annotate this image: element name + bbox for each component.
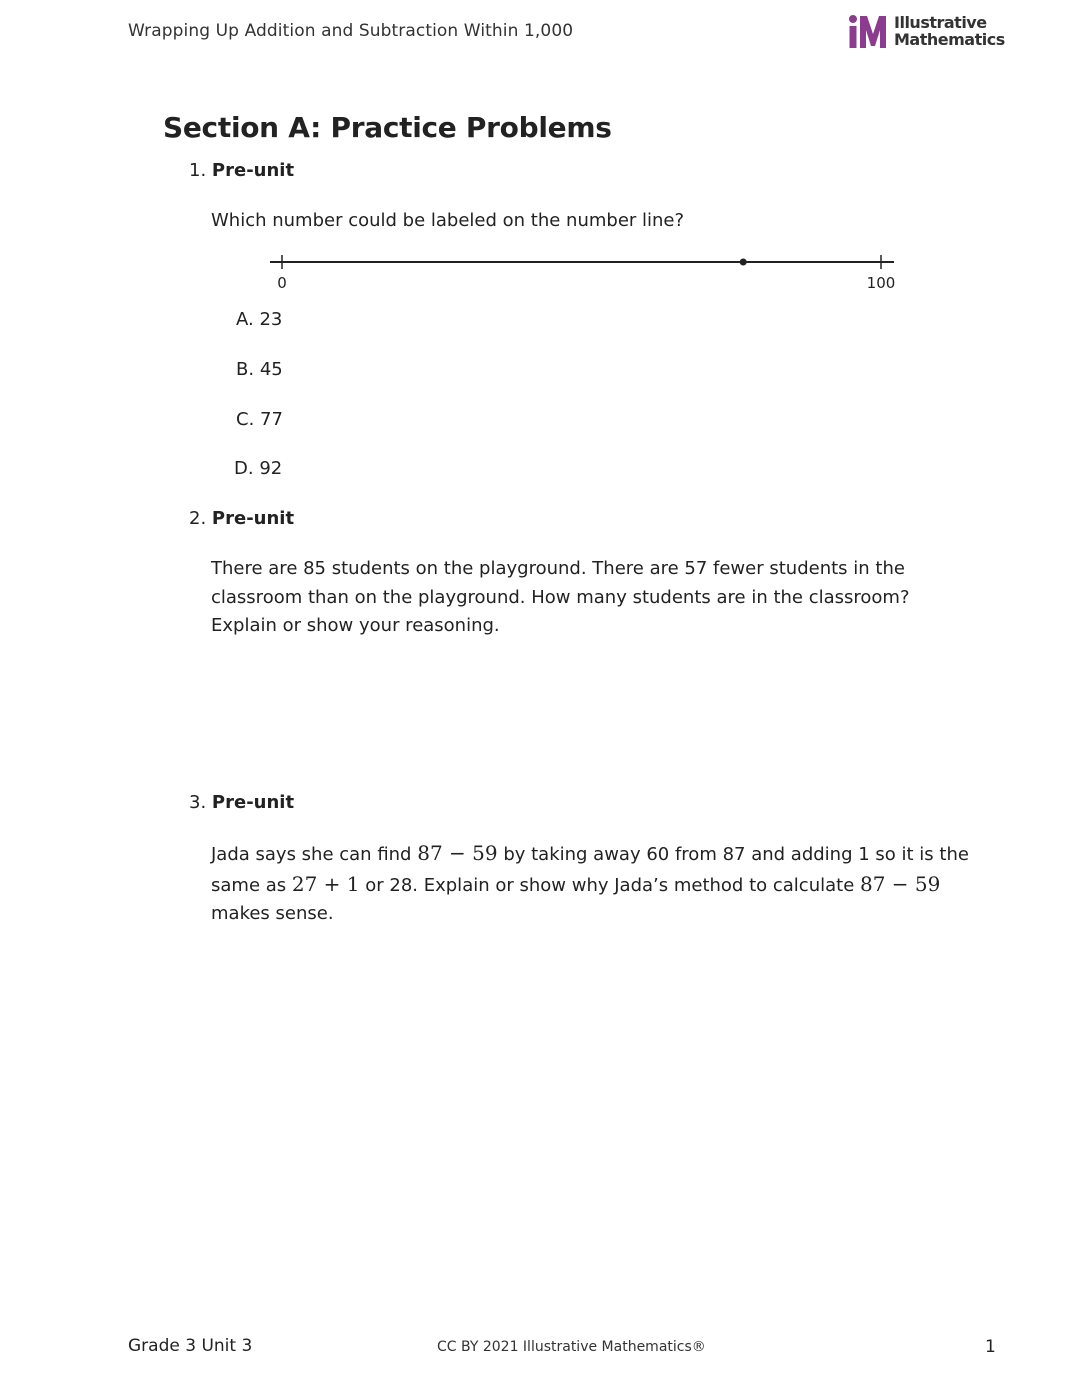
problem-number: 1. [189, 160, 207, 181]
problem-label: Pre-unit [211, 160, 295, 181]
choice-d [234, 458, 282, 479]
problem-3-prompt [211, 839, 969, 929]
section-title: Section A: Practice Problems [163, 111, 612, 144]
choice-b [236, 359, 283, 380]
prompt-text: or 28. Explain or show why Jada’s method to calculate [359, 874, 860, 896]
problem-number: 2. [189, 508, 207, 529]
choice-letter: C. [236, 409, 255, 430]
problem-2-prompt [211, 555, 910, 641]
problem-2-heading [189, 508, 294, 529]
number-line [262, 250, 902, 298]
logo-wordmark [894, 14, 1005, 48]
page-number: 1 [985, 1337, 996, 1357]
choice-letter: D. [234, 458, 254, 479]
choice-text: 23 [259, 309, 283, 330]
prompt-text: Jada says she can find [211, 844, 418, 865]
number-line-label-min: 0 [277, 274, 287, 292]
math-expression: 27 + 1 [291, 871, 360, 896]
footer-grade-unit: Grade 3 Unit 3 [128, 1336, 253, 1356]
logo-line-2: Mathematics [894, 30, 1005, 49]
prompt-line: makes sense. [211, 903, 334, 924]
prompt-line: There are 85 students on the playground. There are 57 fewer students in the [211, 558, 905, 579]
prompt-line [211, 870, 969, 901]
problem-3-heading [189, 792, 294, 813]
problem-number: 3. [189, 792, 207, 813]
illustrative-mathematics-logo [848, 13, 1005, 50]
choice-a [236, 309, 282, 330]
prompt-line: classroom than on the playground. How many students are in the classroom? [211, 586, 910, 608]
number-line-point [740, 259, 747, 266]
choice-text: 45 [259, 359, 283, 380]
im-logo-icon [848, 14, 890, 50]
choice-letter: B. [236, 359, 255, 380]
number-line-label-max: 100 [866, 274, 896, 292]
footer-license: CC BY 2021 Illustrative Mathematics® [437, 1339, 706, 1355]
prompt-line: Explain or show your reasoning. [211, 615, 500, 636]
prompt-text: by taking away 60 from 87 and adding 1 so it is the [497, 844, 969, 865]
choice-c [236, 409, 283, 430]
choice-text: 92 [259, 458, 283, 479]
math-expression: 87 − 59 [860, 871, 941, 896]
math-expression: 87 − 59 [417, 841, 498, 865]
choice-text: 77 [260, 409, 283, 430]
problem-1-prompt: Which number could be labeled on the number line? [211, 210, 685, 231]
problem-label: Pre-unit [211, 508, 295, 529]
problem-1-heading [189, 160, 294, 181]
problem-label: Pre-unit [211, 792, 295, 813]
prompt-text: same as [211, 874, 292, 896]
document-header-title: Wrapping Up Addition and Subtraction Within 1,000 [128, 21, 574, 41]
prompt-line [211, 839, 969, 870]
logo-line-1: Illustrative [894, 13, 987, 32]
choice-letter: A. [236, 309, 254, 330]
